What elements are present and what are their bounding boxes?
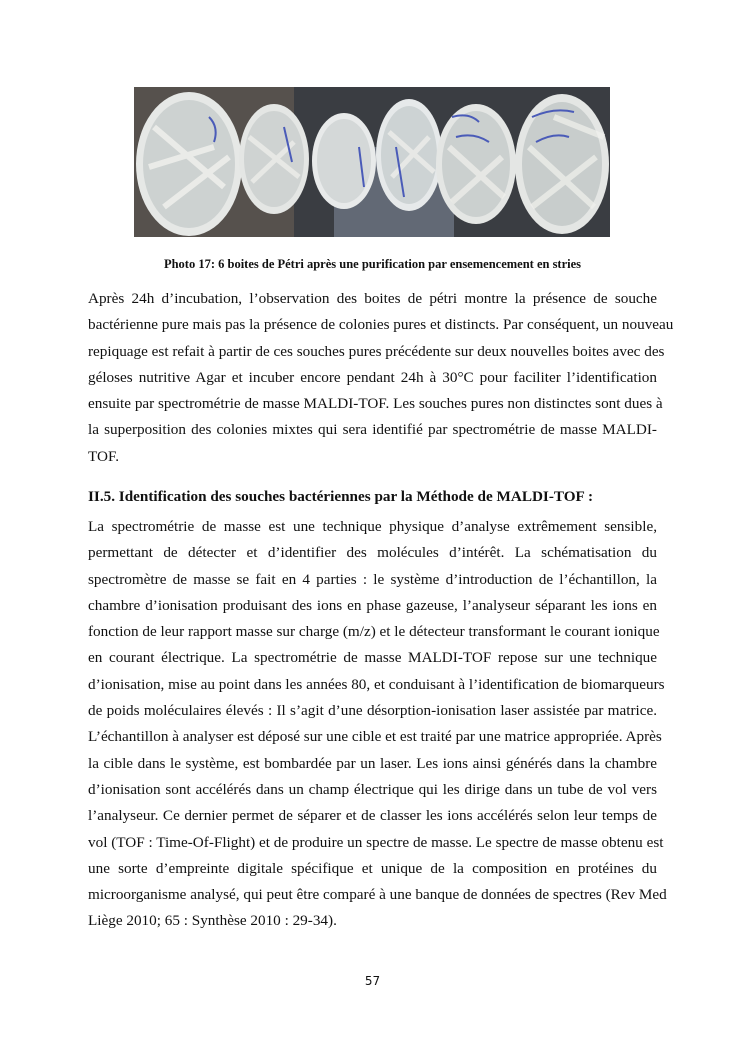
text-line: de poids moléculaires élevés : Il s’agit d’une désorption-ionisation laser assistée par matrice. — [88, 702, 657, 720]
text-line: d’ionisation sont accélérés dans un champ électrique qui les dirige dans un tube de vol vers — [88, 780, 657, 798]
petri-dish-3 — [312, 113, 376, 209]
petri-dish-6 — [515, 94, 609, 234]
text-line: spectromètre de masse se fait en 4 parties : le système d’introduction de l’échantillon, la — [88, 570, 657, 588]
text-line: Après 24h d’incubation, l’observation des boites de pétri montre la présence de souche — [88, 290, 657, 307]
paragraph-maldi-tof — [88, 514, 667, 935]
text-line: d’ionisation, mise au point dans les années 80, et conduisant à l’identification de biomarqueurs — [88, 675, 665, 693]
figure-caption: Photo 17: 6 boites de Pétri après une purification par ensemencement en stries — [163, 257, 582, 271]
text-line: géloses nutritive Agar et incuber encore pendant 24h à 30°C pour faciliter l’identification — [88, 368, 657, 386]
petri-dish-2 — [239, 104, 309, 214]
petri-dish-4 — [376, 99, 442, 211]
petri-dishes-photo — [134, 87, 610, 237]
text-line: la superposition des colonies mixtes qui sera identifié par spectrométrie de masse MALDI- — [88, 421, 657, 439]
paragraph-incubation — [88, 286, 674, 470]
text-line: Liège 2010; 65 : Synthèse 2010 : 29-34). — [88, 912, 337, 930]
text-line: vol (TOF : Time-Of-Flight) et de produire un spectre de masse. Le spectre de masse obtenu est — [88, 833, 664, 851]
text-line: La spectrométrie de masse est une technique physique d’analyse extrêmement sensible, — [88, 518, 657, 535]
text-line: microorganisme analysé, qui peut être comparé à une banque de données de spectres (Rev Med — [88, 886, 667, 904]
text-line: fonction de leur rapport masse sur charge (m/z) et le détecteur transformant le courant ionique — [88, 623, 660, 641]
text-line: TOF. — [88, 447, 119, 465]
text-line: la cible dans le système, est bombardée par un laser. Les ions ainsi générés dans la chambre — [88, 754, 657, 772]
text-line: repiquage est refait à partir de ces souches pures précédente sur deux nouvelles boites avec des — [88, 342, 665, 360]
section-heading: II.5. Identification des souches bactériennes par la Méthode de MALDI-TOF : — [88, 488, 594, 505]
text-line: permettant de détecter et d’identifier des molécules d’intérêt. La schématisation du — [88, 544, 657, 562]
text-line: L’échantillon à analyser est déposé sur une cible et est traité par une matrice appropriée. Après — [88, 728, 662, 746]
text-line: ensuite par spectrométrie de masse MALDI-TOF. Les souches pures non distinctes sont dues à — [88, 395, 663, 413]
text-line: chambre d’ionisation produisant des ions en phase gazeuse, l’analyseur séparant les ions en — [88, 596, 657, 614]
text-line: bactérienne pure mais pas la présence de colonies pures et distincts. Par conséquent, un nouveau — [88, 316, 674, 334]
petri-dish-1 — [136, 92, 242, 236]
text-line: en courant électrique. La spectrométrie de masse MALDI-TOF repose sur une technique — [88, 649, 657, 667]
text-line: une sorte d’empreinte digitale spécifique et unique de la composition en protéines du — [88, 859, 657, 877]
text-line: l’analyseur. Ce dernier permet de séparer et de classer les ions accélérés selon leur temps de — [88, 807, 657, 825]
page-number: 57 — [364, 974, 381, 988]
petri-dish-5 — [436, 104, 516, 224]
